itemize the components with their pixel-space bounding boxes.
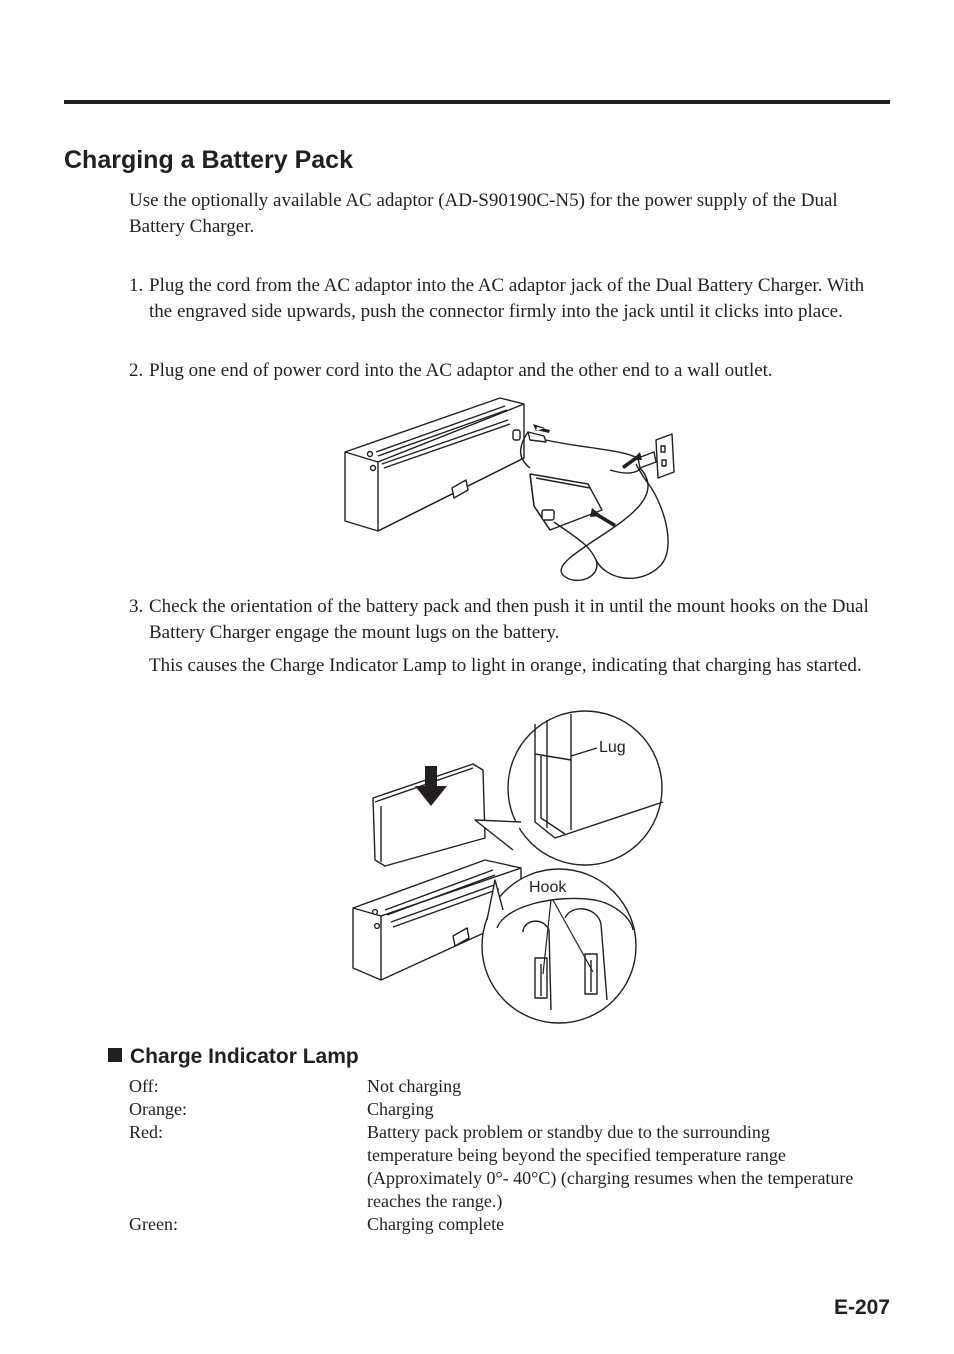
lamp-row-green (129, 1213, 859, 1236)
step-3 (129, 594, 891, 646)
intro-paragraph: Use the optionally available AC adaptor (AD-S90190C-N5) for the power supply of the Dual Battery Charger. (129, 190, 838, 237)
lamp-state: Orange: (129, 1099, 187, 1119)
step-3-note: This causes the Charge Indicator Lamp to light in orange, indicating that charging has started. (149, 655, 862, 676)
page-number: E-207 (833, 1296, 890, 1319)
step-number: 2. (129, 360, 144, 381)
charger-body (345, 398, 524, 531)
step-1 (129, 273, 891, 325)
lug-label: Lug (599, 739, 626, 756)
lamp-description: Not charging (367, 1076, 462, 1096)
lamp-state: Off: (129, 1076, 159, 1096)
lamp-state-table (129, 1075, 859, 1236)
step-text: Plug the cord from the AC adaptor into the AC adaptor jack of the Dual Battery Charger. With the engraved side upwards, push the connector firmly into the jack until it clicks into place. (149, 275, 865, 322)
ac-adaptor (530, 474, 602, 530)
page-title: Charging a Battery Pack (64, 146, 353, 174)
hook-label: Hook (529, 879, 567, 896)
battery-insertion-illustration (345, 710, 675, 1025)
lamp-state: Green: (129, 1214, 178, 1234)
wall-outlet (656, 434, 674, 478)
charger-adaptor-illustration (340, 390, 680, 590)
lamp-row-orange (129, 1098, 859, 1121)
lamp-section-title: Charge Indicator Lamp (130, 1045, 359, 1068)
lamp-description: Battery pack problem or standby due to the surrounding temperature being beyond the specified temperature range (Approximately 0°- 40°C) (charging resumes when the temperature reaches the range.) (367, 1122, 854, 1211)
lamp-row-red (129, 1121, 859, 1213)
lamp-description: Charging complete (367, 1214, 505, 1234)
lamp-description: Charging (367, 1099, 434, 1119)
black-square-icon (108, 1048, 122, 1062)
step-2 (129, 358, 891, 384)
lamp-row-off (129, 1075, 859, 1098)
step-text: Check the orientation of the battery pack and then push it in until the mount hooks on the Dual Battery Charger engage the mount lugs on the battery. (149, 596, 869, 643)
step-text: Plug one end of power cord into the AC adaptor and the other end to a wall outlet. (149, 360, 773, 381)
lamp-section-heading (108, 1045, 359, 1069)
step-number: 1. (129, 275, 144, 296)
top-rule (64, 100, 890, 104)
lug-detail-circle (508, 711, 662, 865)
step-number: 3. (129, 596, 144, 617)
lamp-state: Red: (129, 1122, 163, 1142)
